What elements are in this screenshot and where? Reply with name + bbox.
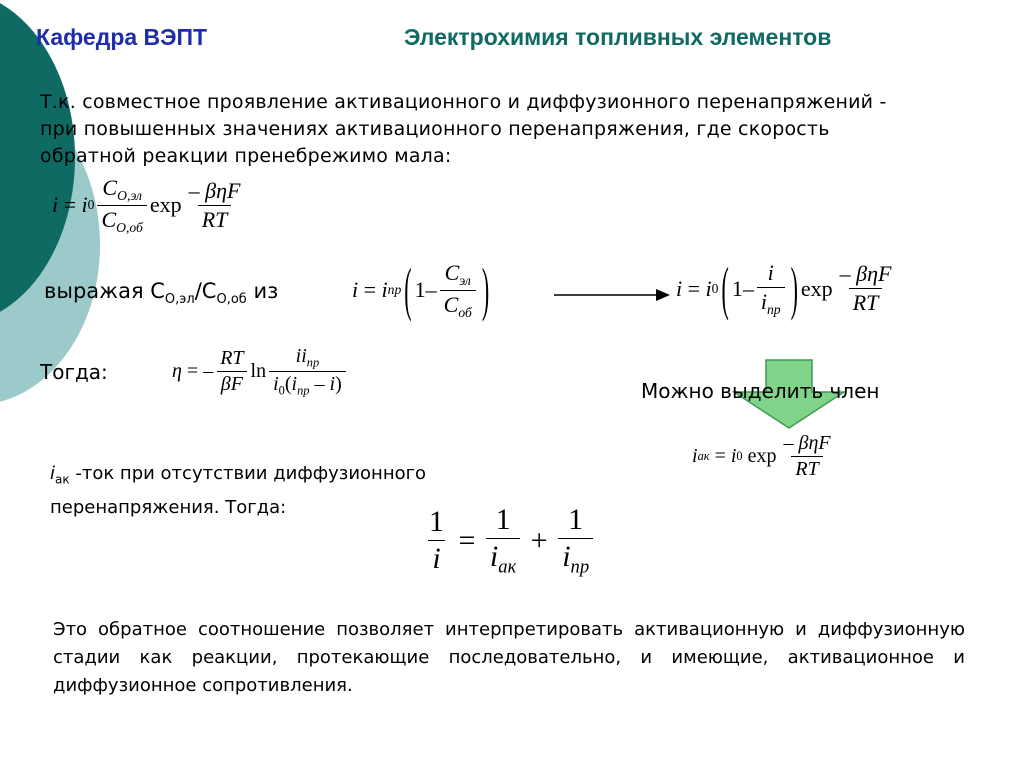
iak-description: $i_{ак}$ -ток при отсутствии диффузионного перенапряжения. Тогда: (50, 463, 427, 518)
intro-paragraph: Т.к. совместное проявление активационного и диффузионного перенапряжений - при повышенных значениях активационного перенапряжения, где скорость обратной реакции пренебрежимо мала: (40, 91, 887, 167)
then-label: Тогда: (40, 360, 108, 384)
formula-iak: i ак = i 0 exp $\frac{\text{– βηF}}{RT}$ (692, 432, 831, 480)
header-right-title: Электрохимия топливных элементов (404, 24, 832, 50)
formula-reciprocal-sum: $\frac{1}{i}$ = $\frac{1}{i_{ак}}$ + $\frac{1}{i_{пр}}$ (422, 503, 596, 579)
formula-i-limiting: i = i пр ( 1– $\frac{C_{эл}}{C_{об}}$ ) (352, 255, 490, 323)
formula-eta: η = – $\frac{RT}{\beta F}$ ln $\frac{ii_{пр}}{i_0(i_{пр} - i)}$ (172, 345, 349, 399)
long-right-arrow (552, 285, 672, 305)
header-left-title: Кафедра ВЭПТ (36, 24, 208, 50)
expressing-text: выражая $С_{O,эл}/С_{O,об}$ из (44, 279, 279, 308)
can-extract-label: Можно выделить член (641, 379, 880, 403)
formula-i-combined: i = i 0 ( 1– $\frac{i}{i_{пр}}$ ) exp $\frac{\text{– βηF}}{RT}$ (676, 253, 892, 322)
formula-i-exp: i = i 0 $\frac{C_{O,эл}}{C_{O,об}}$ exp $\frac{\text{– βηF}}{RT}$ (52, 175, 241, 235)
conclusion-paragraph: Это обратное соотношение позволяет интерпретировать активационную и диффузионную стадии как реакции, протекающие последовательно, и имеющие, активационное и диффузионное сопротивления. (53, 619, 965, 696)
